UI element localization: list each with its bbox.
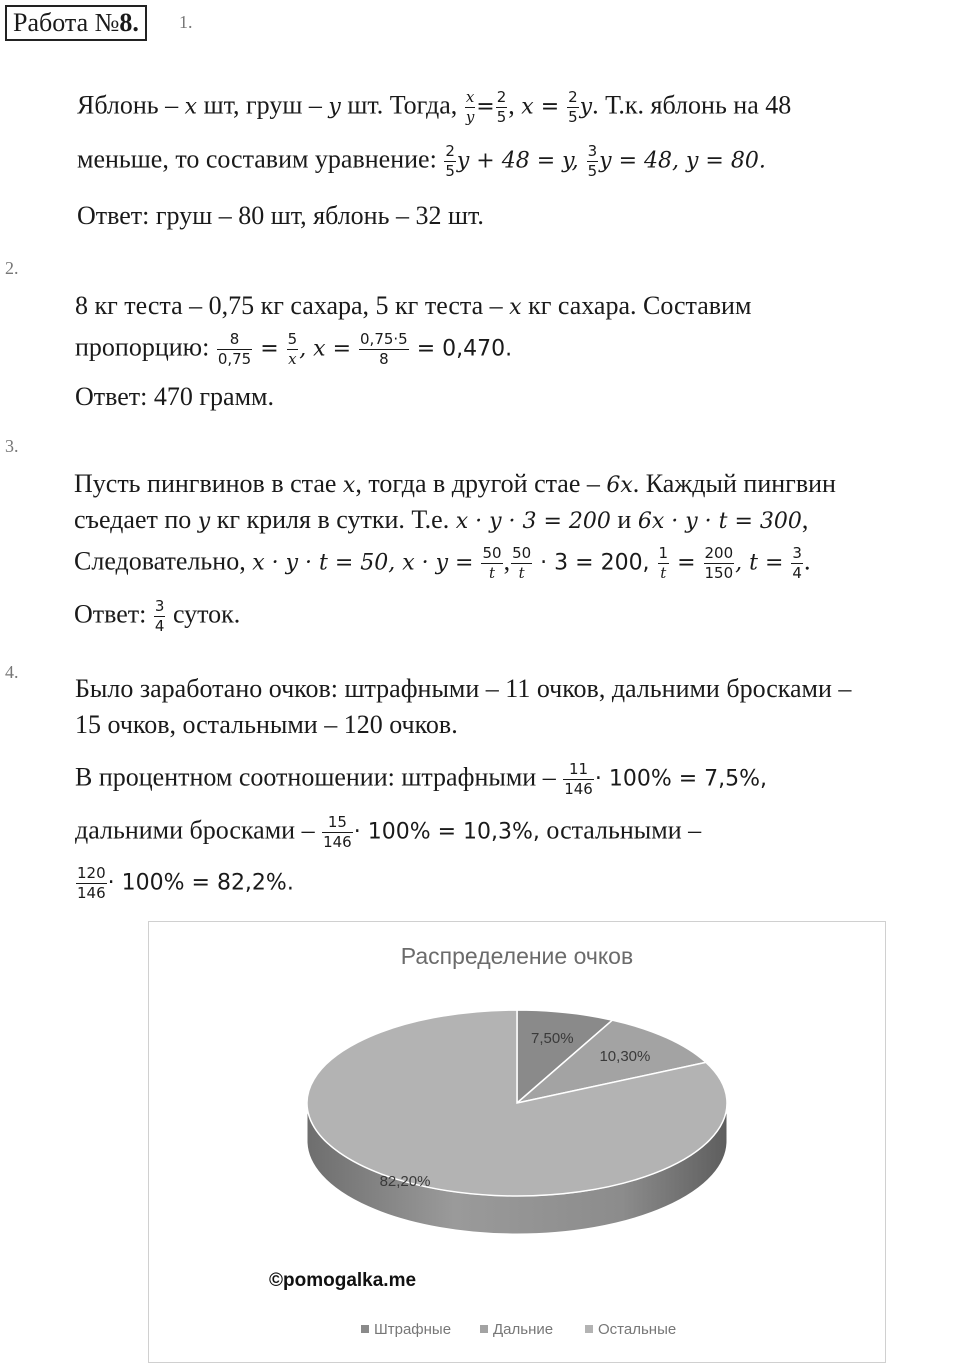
task-number-1: 1. [179,12,193,32]
pie-label-other: 82,20% [379,1173,431,1190]
legend-swatch-other [585,1325,593,1333]
fraction-5-x: $\frac{5}{x}$ [287,330,298,368]
legend-swatch-long-range [480,1325,488,1333]
fraction-2-5: $\frac{2}{5}$ [496,88,507,126]
task1-line1: Яблонь – x шт, груш – y шт. Тогда, $\frac{x}{y}$ = $\frac{2}{5}$ , x = $\frac{2}{5}$ y. Т.к. яблонь на 48 [77,88,792,126]
fraction-3-4: $\frac{3}{4}$ [792,544,802,582]
fraction-120-146: $\frac{120}{146}$ [77,864,106,902]
task3-line1: Пусть пингвинов в стае x, тогда в другой стае – 6x. Каждый пингвин [74,469,836,498]
fraction-2-5b: $\frac{2}{5}$ [568,88,578,126]
fraction-15-146: $\frac{15}{146}$ [323,813,352,851]
task2-answer: Ответ: 470 грамм. [75,382,274,411]
fraction-3-5: $\frac{3}{5}$ [587,142,598,180]
task-number-4: 4. [5,662,19,682]
task3-answer: Ответ: $\frac{3}{4}$ суток. [74,597,241,635]
pie-chart-frame [148,921,886,1363]
pie-label-penalty: 7,50% [531,1029,574,1047]
watermark: ©pomogalka.me [269,1270,417,1291]
fraction-2-5c: $\frac{2}{5}$ [445,142,455,180]
task4-line4: дальними бросками – $\frac{15}{146}$ · 100% = 10,3%, остальными – [75,813,702,851]
task2-line1: 8 кг теста – 0,75 кг сахара, 5 кг теста – x кг сахара. Составим [75,291,752,320]
legend-label-long-range: Дальние [493,1321,554,1338]
task3-line3: Следовательно, x · y · t = 50, x · y = $\frac{50}{t}$ , $\frac{50}{t}$ · 3 = 200, $\frac{1}{t}$ = $\frac{200}{150}$ , t = $\frac{3}{4}$ . [74,544,811,582]
fraction-11-146: $\frac{11}{146}$ [564,760,593,798]
task-number-2: 2. [5,258,19,278]
pie-chart [149,922,885,1362]
fraction-0755-8: $\frac{0,75\cdot 5}{8}$ [360,330,408,368]
chart-title: Распределение очков [400,943,634,969]
legend-label-other: Остальные [598,1321,677,1338]
legend-swatch-penalty [361,1325,369,1333]
fraction-50-t: $\frac{50}{t}$ [482,544,502,582]
task4-line5: $\frac{120}{146}$ · 100% = 82,2%. [77,864,294,902]
task-number-3: 3. [5,436,19,456]
fraction-8-075: $\frac{8}{0,75}$ [217,330,252,368]
work-title [5,5,147,41]
task4-line2: 15 очков, остальными – 120 очков. [75,710,458,739]
work-title-number: 8. [119,8,139,37]
task1-answer: Ответ: груш – 80 шт, яблонь – 32 шт. [77,201,484,230]
fraction-50-t-b: $\frac{50}{t}$ [512,544,532,582]
fraction-200-150: $\frac{200}{150}$ [704,544,734,582]
work-title-text: Работа № [13,8,120,37]
task2-line2: пропорцию: $\frac{8}{0,75}$ = $\frac{5}{x}$ , x = $\frac{0,75\cdot 5}{8}$ = 0,470. [75,330,513,368]
fraction-1-t: $\frac{1}{t}$ [658,544,669,582]
fraction-x-over-y: $\frac{x}{y}$ [465,88,475,126]
task1-line2: меньше, то составим уравнение: $\frac{2}{5}$ y + 48 = y, $\frac{3}{5}$ y = 48, y = 80. [77,142,766,180]
fraction-3-4-answer: $\frac{3}{4}$ [154,597,165,635]
task4-line1: Было заработано очков: штрафными – 11 очков, дальними бросками – [75,674,852,703]
pie-label-long-range: 10,30% [599,1048,651,1066]
task3-line2: съедает по y кг криля в сутки. Т.е. x · y · 3 = 200 и 6x · y · t = 300, [74,505,809,534]
legend-label-penalty: Штрафные [374,1321,452,1338]
task4-line3: В процентном соотношении: штрафными – $\frac{11}{146}$ · 100% = 7,5%, [75,760,768,798]
